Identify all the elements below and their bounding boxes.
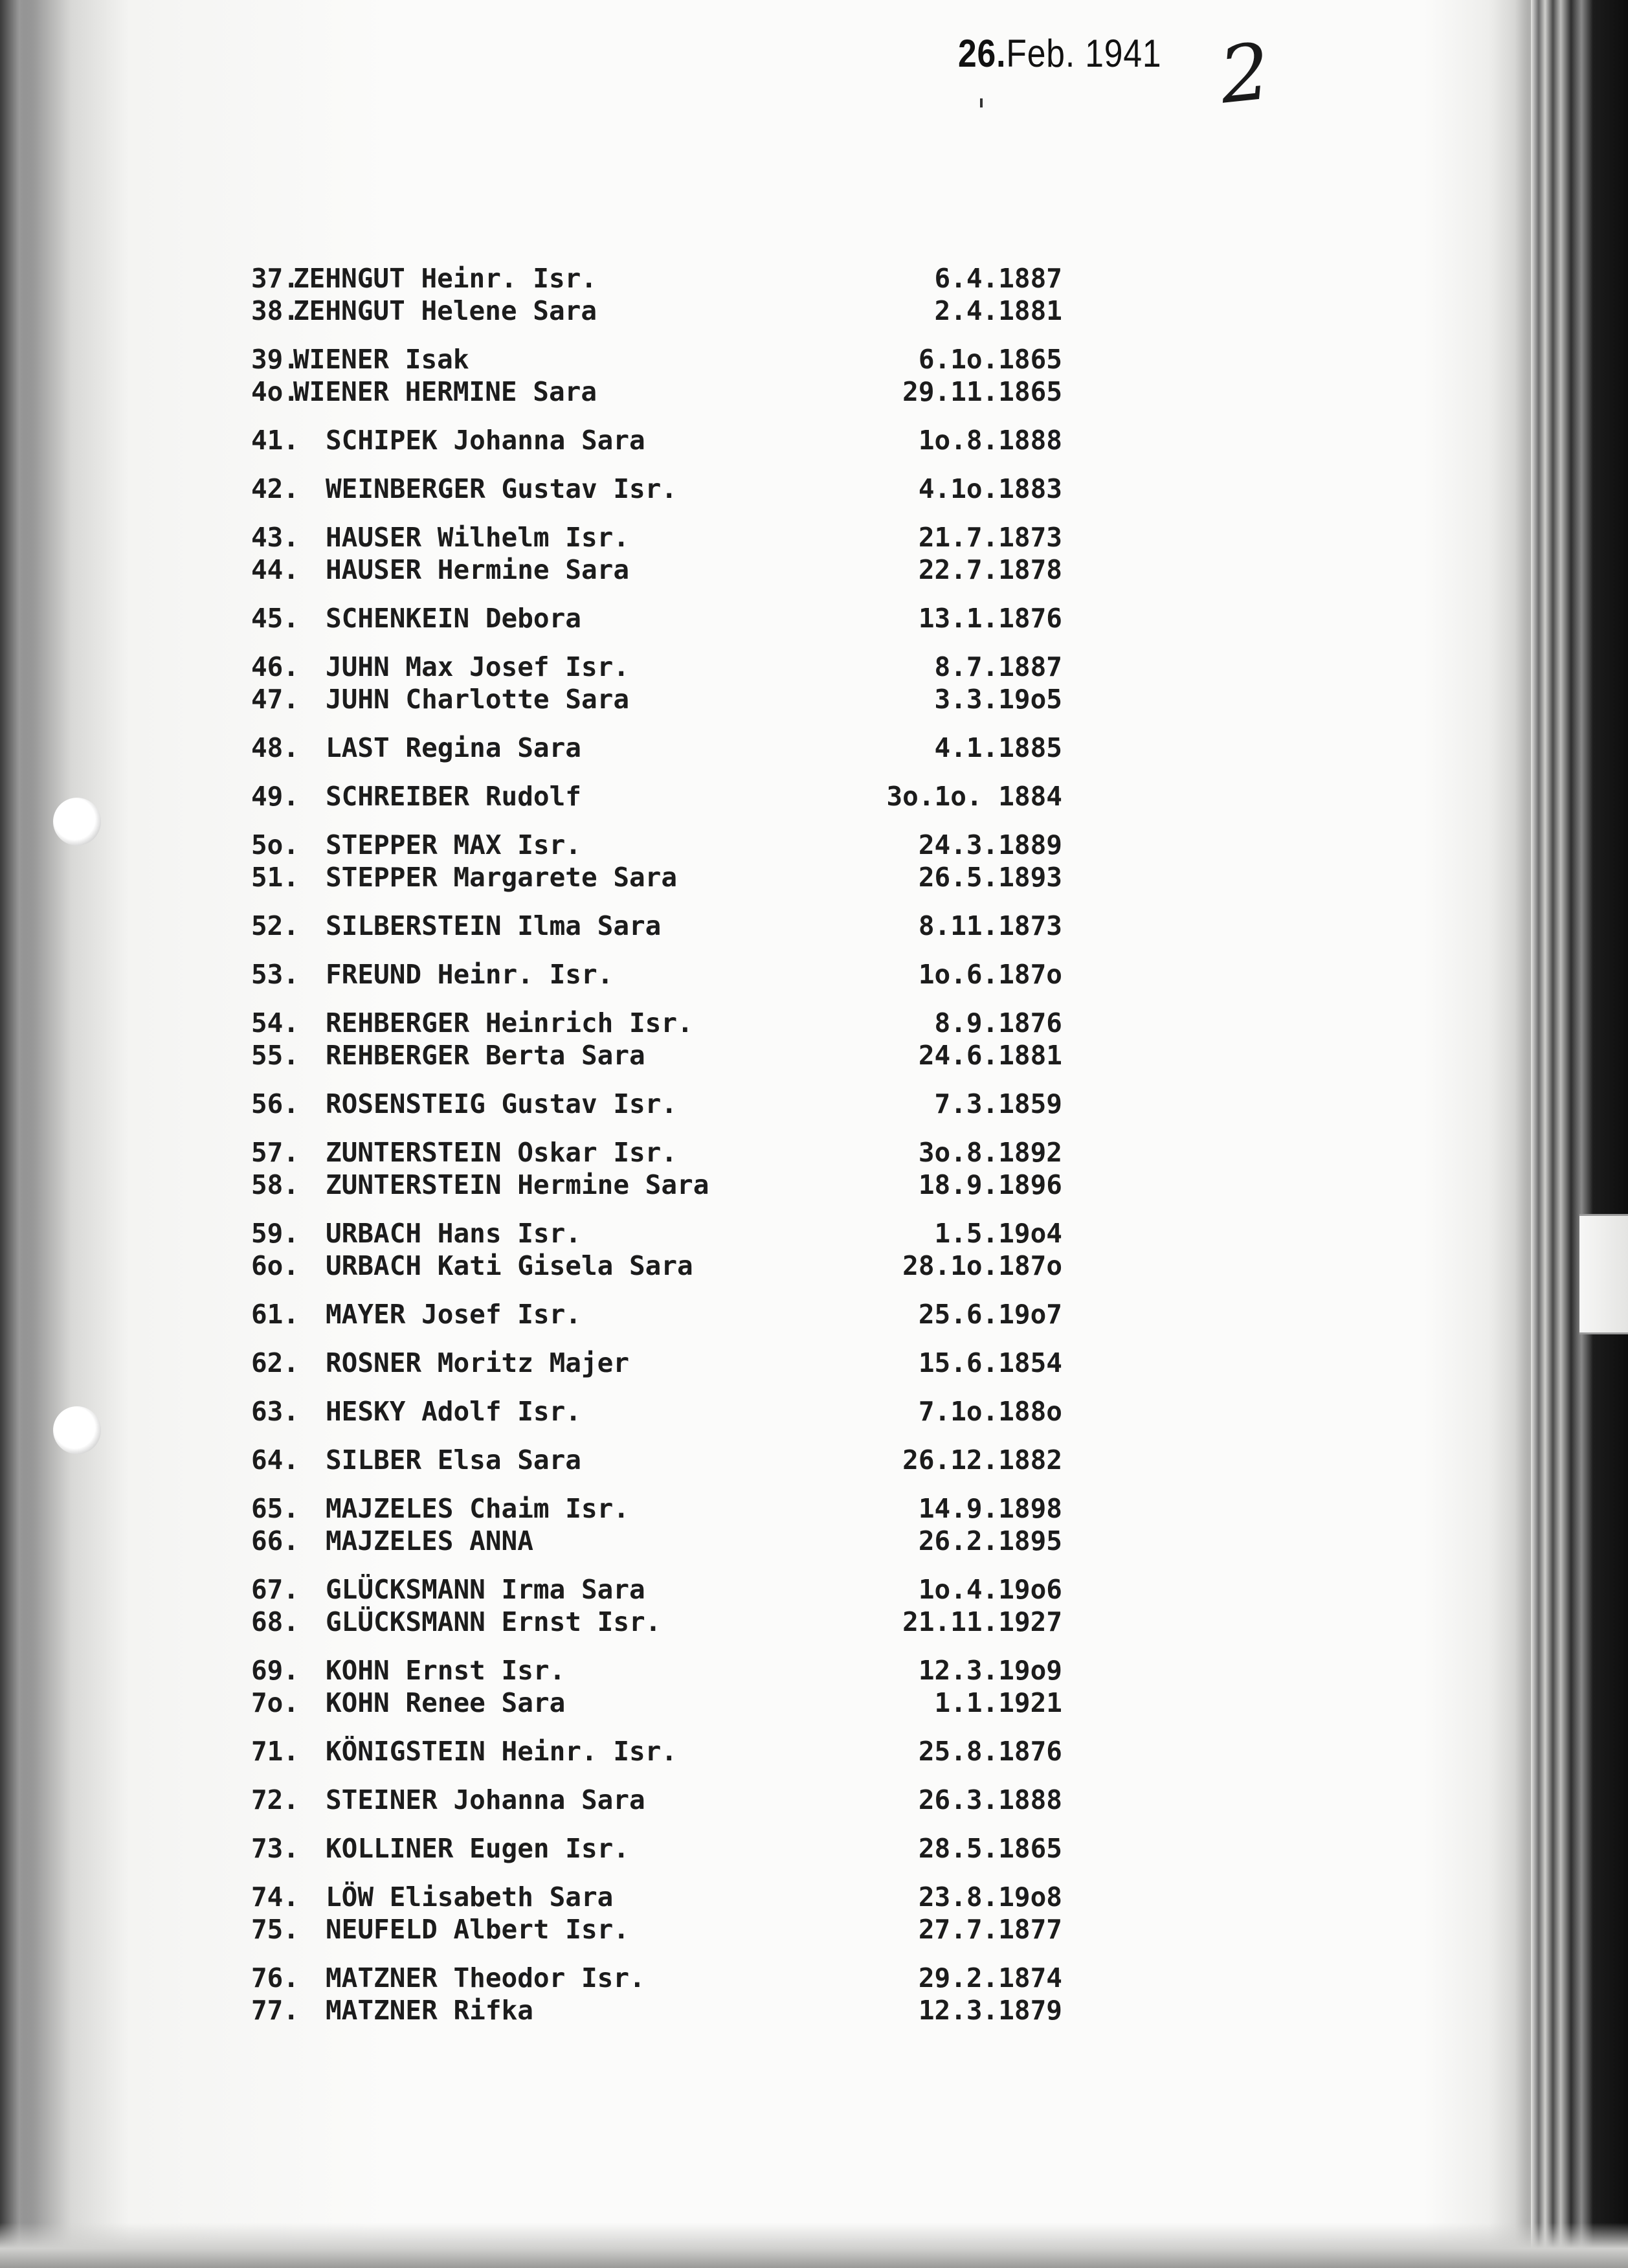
list-item — [251, 376, 1093, 408]
entry-number: 53. — [251, 959, 300, 990]
list-item — [251, 1298, 1093, 1330]
entry-name: ZUNTERSTEIN Oskar Isr. — [326, 1137, 678, 1168]
entry-birthdate: 3o.8.1892 — [918, 1137, 1062, 1168]
entry-number: 4o. — [251, 376, 300, 407]
entry-name: ZEHNGUT Helene Sara — [293, 295, 597, 326]
entry-number: 57. — [251, 1137, 300, 1168]
entry-birthdate: 7.3.1859 — [934, 1088, 1062, 1119]
date-stamp-day: 26. — [958, 32, 1007, 75]
entry-birthdate: 1.1.1921 — [934, 1687, 1062, 1718]
entry-birthdate: 26.2.1895 — [918, 1525, 1062, 1556]
entry-name: JUHN Charlotte Sara — [326, 684, 629, 715]
entry-number: 59. — [251, 1218, 300, 1249]
entry-birthdate: 21.11.1927 — [902, 1606, 1062, 1637]
entry-name: GLÜCKSMANN Irma Sara — [326, 1574, 645, 1605]
entry-number: 63. — [251, 1396, 300, 1427]
entry-number: 48. — [251, 732, 300, 763]
entry-birthdate: 26.12.1882 — [902, 1444, 1062, 1476]
entry-birthdate: 12.3.19o9 — [918, 1655, 1062, 1686]
entry-number: 51. — [251, 862, 300, 893]
list-item — [251, 1525, 1093, 1557]
entry-birthdate: 28.5.1865 — [918, 1833, 1062, 1864]
list-item — [251, 780, 1093, 813]
entry-birthdate: 8.7.1887 — [934, 651, 1062, 682]
list-item — [251, 1881, 1093, 1913]
entry-birthdate: 18.9.1896 — [918, 1169, 1062, 1200]
list-item — [251, 1913, 1093, 1946]
list-item — [251, 1735, 1093, 1768]
list-item — [251, 1606, 1093, 1638]
list-item — [251, 473, 1093, 505]
entry-name: NEUFELD Albert Isr. — [326, 1914, 629, 1945]
entry-name: SILBER Elsa Sara — [326, 1444, 581, 1476]
entry-number: 67. — [251, 1574, 300, 1605]
list-item — [251, 1687, 1093, 1719]
entry-birthdate: 26.3.1888 — [918, 1784, 1062, 1815]
list-item — [251, 1994, 1093, 2027]
entry-name: FREUND Heinr. Isr. — [326, 959, 614, 990]
entry-name: MAJZELES ANNA — [326, 1525, 533, 1556]
list-item — [251, 602, 1093, 634]
entry-birthdate: 24.6.1881 — [918, 1040, 1062, 1071]
entry-birthdate: 15.6.1854 — [918, 1347, 1062, 1378]
entry-name: SCHENKEIN Debora — [326, 603, 581, 634]
list-item — [251, 1007, 1093, 1039]
list-item — [251, 910, 1093, 942]
list-item — [251, 1169, 1093, 1201]
entry-birthdate: 6.1o.1865 — [918, 344, 1062, 375]
entry-name: KOHN Renee Sara — [326, 1687, 566, 1718]
list-item — [251, 295, 1093, 327]
entry-birthdate: 26.5.1893 — [918, 862, 1062, 893]
entry-number: 61. — [251, 1299, 300, 1330]
entry-birthdate: 12.3.1879 — [918, 1995, 1062, 2026]
entry-number: 42. — [251, 473, 300, 504]
punch-hole-top — [53, 798, 101, 846]
entry-name: SILBERSTEIN Ilma Sara — [326, 910, 662, 941]
entry-number: 52. — [251, 910, 300, 941]
entry-birthdate: 1o.8.1888 — [918, 425, 1062, 456]
list-item — [251, 521, 1093, 554]
page-bottom-edge — [0, 2223, 1628, 2268]
entry-birthdate: 3o.1o. 1884 — [886, 781, 1062, 812]
entry-name: SCHREIBER Rudolf — [326, 781, 581, 812]
list-item — [251, 1250, 1093, 1282]
list-item — [251, 554, 1093, 586]
paper-tab — [1579, 1214, 1628, 1334]
date-stamp — [958, 31, 1161, 76]
entry-birthdate: 21.7.1873 — [918, 522, 1062, 553]
entry-name: STEINER Johanna Sara — [326, 1784, 645, 1815]
entry-birthdate: 24.3.1889 — [918, 829, 1062, 860]
entry-number: 7o. — [251, 1687, 300, 1718]
entry-number: 58. — [251, 1169, 300, 1200]
entry-birthdate: 28.1o.187o — [902, 1250, 1062, 1281]
list-item — [251, 262, 1093, 295]
list-item — [251, 651, 1093, 683]
entry-number: 62. — [251, 1347, 300, 1378]
entry-name: MATZNER Theodor Isr. — [326, 1962, 645, 1993]
entry-number: 71. — [251, 1736, 300, 1767]
list-item — [251, 732, 1093, 764]
list-item — [251, 1962, 1093, 1994]
entry-number: 44. — [251, 554, 300, 585]
entry-birthdate: 2.4.1881 — [934, 295, 1062, 326]
list-item — [251, 1039, 1093, 1072]
entry-number: 74. — [251, 1881, 300, 1913]
list-item — [251, 1444, 1093, 1476]
binding-shadow — [0, 0, 39, 2268]
date-stamp-month-year: Feb. 1941 — [1006, 32, 1162, 75]
list-item — [251, 1395, 1093, 1428]
entry-birthdate: 8.9.1876 — [934, 1007, 1062, 1039]
entry-number: 68. — [251, 1606, 300, 1637]
entry-number: 69. — [251, 1655, 300, 1686]
entry-number: 43. — [251, 522, 300, 553]
entry-number: 37. — [251, 263, 300, 294]
list-item — [251, 1492, 1093, 1525]
entry-number: 65. — [251, 1493, 300, 1524]
entry-number: 54. — [251, 1007, 300, 1039]
list-item — [251, 424, 1093, 456]
entry-number: 49. — [251, 781, 300, 812]
entry-name: KÖNIGSTEIN Heinr. Isr. — [326, 1736, 678, 1767]
name-list — [251, 262, 1093, 2027]
entry-name: STEPPER Margarete Sara — [326, 862, 678, 893]
entry-name: ZEHNGUT Heinr. Isr. — [293, 263, 597, 294]
entry-name: ZUNTERSTEIN Hermine Sara — [326, 1169, 709, 1200]
entry-number: 47. — [251, 684, 300, 715]
entry-name: URBACH Hans Isr. — [326, 1218, 581, 1249]
entry-birthdate: 27.7.1877 — [918, 1914, 1062, 1945]
entry-name: HESKY Adolf Isr. — [326, 1396, 581, 1427]
list-item — [251, 1217, 1093, 1250]
entry-name: HAUSER Wilhelm Isr. — [326, 522, 629, 553]
entry-name: REHBERGER Berta Sara — [326, 1040, 645, 1071]
entry-name: WIENER HERMINE Sara — [293, 376, 597, 407]
entry-number: 73. — [251, 1833, 300, 1864]
entry-number: 77. — [251, 1995, 300, 2026]
entry-name: MAYER Josef Isr. — [326, 1299, 581, 1330]
entry-number: 55. — [251, 1040, 300, 1071]
entry-name: JUHN Max Josef Isr. — [326, 651, 629, 682]
entry-name: ROSNER Moritz Majer — [326, 1347, 629, 1378]
entry-birthdate: 22.7.1878 — [918, 554, 1062, 585]
list-item — [251, 1654, 1093, 1687]
entry-birthdate: 13.1.1876 — [918, 603, 1062, 634]
entry-birthdate: 7.1o.188o — [918, 1396, 1062, 1427]
entry-birthdate: 1.5.19o4 — [934, 1218, 1062, 1249]
list-item — [251, 1347, 1093, 1379]
entry-birthdate: 23.8.19o8 — [918, 1881, 1062, 1913]
entry-birthdate: 25.6.19o7 — [918, 1299, 1062, 1330]
entry-number: 66. — [251, 1525, 300, 1556]
entry-birthdate: 6.4.1887 — [934, 263, 1062, 294]
entry-birthdate: 1o.6.187o — [918, 959, 1062, 990]
entry-number: 41. — [251, 425, 300, 456]
punch-hole-bottom — [53, 1406, 101, 1454]
entry-name: KOHN Ernst Isr. — [326, 1655, 566, 1686]
handwritten-page-number: 2 — [1215, 27, 1275, 122]
list-item — [251, 1832, 1093, 1865]
entry-name: KOLLINER Eugen Isr. — [326, 1833, 629, 1864]
entry-number: 56. — [251, 1088, 300, 1119]
entry-name: SCHIPEK Johanna Sara — [326, 425, 645, 456]
entry-number: 64. — [251, 1444, 300, 1476]
list-item — [251, 1573, 1093, 1606]
list-item — [251, 958, 1093, 991]
list-item — [251, 1136, 1093, 1169]
entry-birthdate: 3.3.19o5 — [934, 684, 1062, 715]
entry-name: STEPPER MAX Isr. — [326, 829, 581, 860]
entry-name: LÖW Elisabeth Sara — [326, 1881, 614, 1913]
list-item — [251, 1088, 1093, 1120]
entry-name: REHBERGER Heinrich Isr. — [326, 1007, 693, 1039]
entry-name: MATZNER Rifka — [326, 1995, 533, 2026]
entry-name: HAUSER Hermine Sara — [326, 554, 629, 585]
entry-number: 72. — [251, 1784, 300, 1815]
entry-name: MAJZELES Chaim Isr. — [326, 1493, 629, 1524]
entry-birthdate: 8.11.1873 — [918, 910, 1062, 941]
ink-mark — [980, 98, 983, 107]
entry-birthdate: 1o.4.19o6 — [918, 1574, 1062, 1605]
entry-number: 38. — [251, 295, 300, 326]
entry-name: WIENER Isak — [293, 344, 469, 375]
list-item — [251, 861, 1093, 893]
entry-name: ROSENSTEIG Gustav Isr. — [326, 1088, 678, 1119]
entry-birthdate: 29.11.1865 — [902, 376, 1062, 407]
entry-number: 5o. — [251, 829, 300, 860]
entry-number: 6o. — [251, 1250, 300, 1281]
entry-number: 46. — [251, 651, 300, 682]
book-edge — [1531, 0, 1628, 2268]
list-item — [251, 1784, 1093, 1816]
entry-birthdate: 4.1.1885 — [934, 732, 1062, 763]
list-item — [251, 343, 1093, 376]
entry-name: WEINBERGER Gustav Isr. — [326, 473, 678, 504]
entry-birthdate: 14.9.1898 — [918, 1493, 1062, 1524]
entry-number: 45. — [251, 603, 300, 634]
entry-number: 76. — [251, 1962, 300, 1993]
entry-name: GLÜCKSMANN Ernst Isr. — [326, 1606, 662, 1637]
entry-birthdate: 29.2.1874 — [918, 1962, 1062, 1993]
list-item — [251, 829, 1093, 861]
entry-number: 39. — [251, 344, 300, 375]
list-item — [251, 683, 1093, 715]
entry-name: URBACH Kati Gisela Sara — [326, 1250, 693, 1281]
entry-number: 75. — [251, 1914, 300, 1945]
entry-birthdate: 25.8.1876 — [918, 1736, 1062, 1767]
entry-name: LAST Regina Sara — [326, 732, 581, 763]
entry-birthdate: 4.1o.1883 — [918, 473, 1062, 504]
